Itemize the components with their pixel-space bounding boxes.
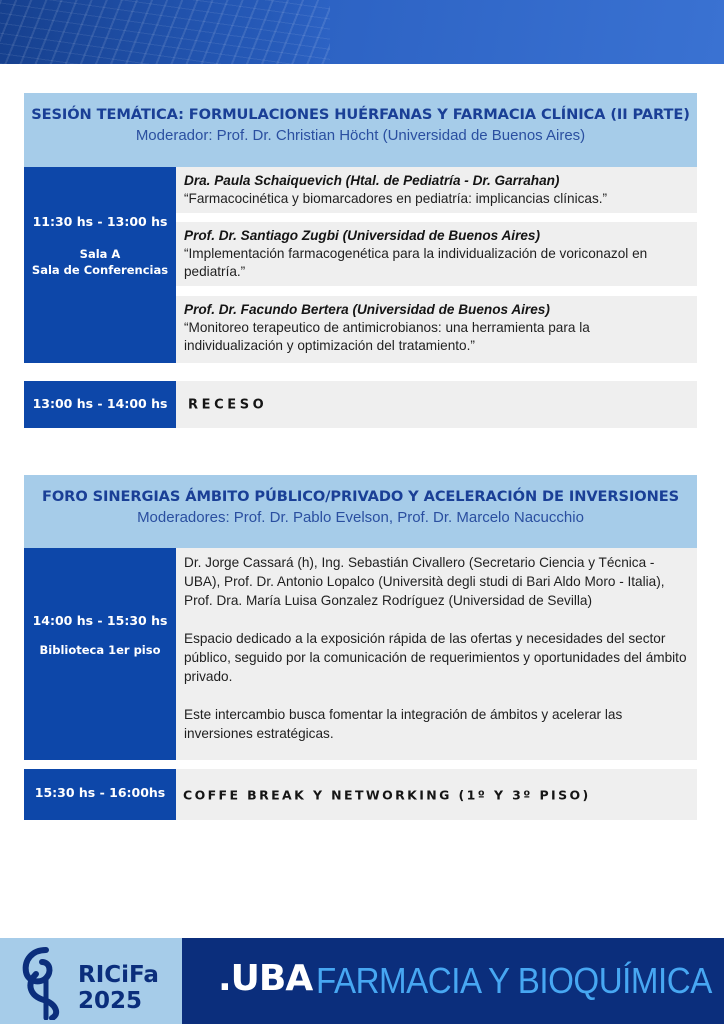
recess-label: RECESO [188, 397, 268, 412]
forum-header [24, 475, 697, 548]
coffee-bar [176, 769, 697, 820]
talk-title: “Monitoreo terapeutico de antimicrobianos: una herramienta para la individualización y optimización del tratamiento.” [184, 320, 590, 353]
forum-room: Biblioteca 1er piso [39, 643, 161, 657]
coffee-time: 15:30 hs - 16:00hs [34, 785, 166, 800]
coffee-label: COFFE BREAK Y NETWORKING (1º Y 3º PISO) [183, 787, 591, 802]
forum-title: FORO SINERGIAS ÁMBITO PÚBLICO/PRIVADO Y ACELERACIÓN DE INVERSIONES [42, 488, 679, 505]
session-moderator: Moderador: Prof. Dr. Christian Höcht (Universidad de Buenos Aires) [135, 127, 586, 144]
session-time: 11:30 hs - 13:00 hs [32, 214, 168, 229]
talk-speaker: Dra. Paula Schaiquevich (Htal. de Pediatría - Dr. Garrahan) [184, 173, 560, 188]
session-header [24, 93, 697, 167]
forum-paragraph: Este intercambio busca fomentar la integración de ámbitos y acelerar las inversiones estratégicas. [184, 707, 623, 741]
talk-item [176, 167, 697, 213]
session-room-name: Sala de Conferencias [31, 263, 169, 277]
footer-event-logo [0, 938, 182, 1024]
coffee-time-cell [24, 769, 176, 820]
caduceus-icon [16, 944, 74, 1020]
recess-time: 13:00 hs - 14:00 hs [32, 396, 168, 411]
building-photo-decoration [0, 0, 330, 64]
forum-time: 14:00 hs - 15:30 hs [32, 613, 168, 628]
talk-item [176, 296, 697, 363]
talk-title: “Implementación farmacogenética para la individualización de voriconazol en pediatría.” [184, 246, 648, 279]
talk-title: “Farmacocinética y biomarcadores en pediatría: implicancias clínicas.” [184, 191, 608, 206]
talk-item [176, 222, 697, 286]
uba-logo-text: .UBA [218, 958, 313, 999]
event-name: RICiFa [78, 962, 159, 988]
recess-time-cell [24, 381, 176, 428]
session-room: Sala A [79, 247, 121, 261]
event-year: 2025 [78, 988, 143, 1014]
footer-institution [182, 938, 724, 1024]
forum-participants: Dr. Jorge Cassará (h), Ing. Sebastián Civallero (Secretario Ciencia y Técnica - UBA), Prof. Dr. Antonio Lopalco (Università degli studi di Bari Aldo Moro - Italia), Prof. Dra. María Luisa Gonzalez Rodríguez (Universidad de Sevilla) [184, 555, 665, 608]
top-banner [0, 0, 724, 64]
talk-speaker: Prof. Dr. Santiago Zugbi (Universidad de Buenos Aires) [184, 228, 541, 243]
session-time-cell [24, 167, 176, 363]
recess-bar [176, 381, 697, 428]
forum-paragraph: Espacio dedicado a la exposición rápida de las ofertas y necesidades del sector público, seguido por la comunicación de requerimientos y oportunidades del ámbito privado. [184, 631, 687, 684]
talk-speaker: Prof. Dr. Facundo Bertera (Universidad de Buenos Aires) [184, 302, 550, 317]
forum-time-cell [24, 548, 176, 760]
forum-moderators: Moderadores: Prof. Dr. Pablo Evelson, Prof. Dr. Marcelo Nacucchio [137, 509, 584, 526]
session-title: SESIÓN TEMÁTICA: FORMULACIONES HUÉRFANAS Y FARMACIA CLÍNICA (II PARTE) [31, 106, 690, 123]
forum-description [176, 548, 697, 760]
faculty-name: FARMACIA Y BIOQUÍMICA [316, 960, 712, 1001]
